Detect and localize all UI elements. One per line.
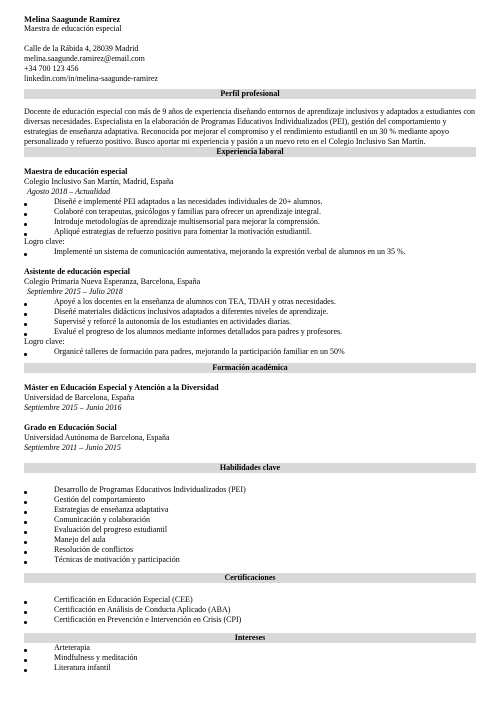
address: Calle de la Rábida 4, 28039 Madrid bbox=[24, 44, 139, 53]
bullet-icon bbox=[24, 213, 27, 216]
list-item: Evaluación del progreso estudiantil bbox=[24, 525, 476, 535]
education-dates: Septiembre 2015 – Junio 2016 bbox=[24, 403, 122, 412]
list-item: Evalué el progreso de los alumnos mediante informes detallados para padres y profesores. bbox=[24, 327, 476, 337]
job-title: Asistente de educación especial bbox=[24, 267, 130, 276]
list-item: Introduje metodologías de aprendizaje multisensorial para mejorar la comprensión. bbox=[24, 217, 476, 227]
bullet-icon bbox=[24, 561, 27, 564]
bullet-icon bbox=[24, 649, 27, 652]
job-entry bbox=[24, 167, 476, 257]
bullet-icon bbox=[24, 531, 27, 534]
list-item: Diseñé e implementé PEI adaptados a las necesidades individuales de 20+ alumnos. bbox=[24, 197, 476, 207]
bullet-icon bbox=[24, 541, 27, 544]
achievement-label: Logro clave: bbox=[24, 337, 65, 346]
list-item: Arteterapia bbox=[24, 643, 476, 653]
bullet-icon bbox=[24, 621, 27, 624]
skills-list bbox=[24, 485, 476, 565]
bullet-icon bbox=[24, 501, 27, 504]
list-item: Apliqué estrategias de refuerzo positivo para fomentar la motivación estudiantil. bbox=[24, 227, 476, 237]
school: Universidad de Barcelona, España bbox=[24, 393, 135, 402]
list-item: Certificación en Análisis de Conducta Aplicado (ABA) bbox=[24, 605, 476, 615]
list-item: Supervisé y reforcé la autonomía de los estudiantes en actividades diarias. bbox=[24, 317, 476, 327]
bullet-icon bbox=[24, 353, 27, 356]
school: Universidad Autónoma de Barcelona, España bbox=[24, 433, 170, 442]
linkedin: linkedin.com/in/melina-saagunde-ramirez bbox=[24, 74, 158, 83]
bullet-icon bbox=[24, 323, 27, 326]
job-dates: Septiembre 2015 – Julio 2018 bbox=[27, 287, 123, 296]
bullet-icon bbox=[24, 203, 27, 206]
interests-list bbox=[24, 643, 476, 673]
section-header-skills: Habilidades clave bbox=[24, 463, 476, 473]
job-org: Colegio Primaria Nueva Esperanza, Barcelona, España bbox=[24, 277, 201, 286]
list-item: Desarrollo de Programas Educativos Individualizados (PEI) bbox=[24, 485, 476, 495]
list-item: Estrategias de enseñanza adaptativa bbox=[24, 505, 476, 515]
list-item: Colaboré con terapeutas, psicólogos y familias para ofrecer un aprendizaje integral. bbox=[24, 207, 476, 217]
bullet-icon bbox=[24, 551, 27, 554]
bullet-icon bbox=[24, 313, 27, 316]
bullet-icon bbox=[24, 521, 27, 524]
job-bullets bbox=[24, 197, 476, 237]
bullet-icon bbox=[24, 303, 27, 306]
list-item: Apoyé a los docentes en la enseñanza de alumnos con TEA, TDAH y otras necesidades. bbox=[24, 297, 476, 307]
bullet-icon bbox=[24, 491, 27, 494]
section-header-profile: Perfil profesional bbox=[24, 89, 476, 99]
education-entry bbox=[24, 383, 476, 413]
job-org: Colegio Inclusivo San Martín, Madrid, España bbox=[24, 177, 174, 186]
achievement-item: Implementé un sistema de comunicación aumentativa, mejorando la expresión verbal de alumnos en un 35 %. bbox=[24, 247, 476, 257]
achievement-item: Organicé talleres de formación para padres, mejorando la participación familiar en un 50% bbox=[24, 347, 476, 357]
degree: Máster en Educación Especial y Atención a la Diversidad bbox=[24, 383, 219, 392]
certifications-list bbox=[24, 595, 476, 625]
job-title: Maestra de educación especial bbox=[24, 167, 128, 176]
bullet-icon bbox=[24, 333, 27, 336]
education-entry bbox=[24, 423, 476, 453]
bullet-icon bbox=[24, 233, 27, 236]
job-bullets bbox=[24, 297, 476, 337]
achievement-label: Logro clave: bbox=[24, 237, 65, 246]
section-header-interests: Intereses bbox=[24, 633, 476, 643]
degree: Grado en Educación Social bbox=[24, 423, 117, 432]
bullet-icon bbox=[24, 659, 27, 662]
bullet-icon bbox=[24, 511, 27, 514]
list-item: Certificación en Educación Especial (CEE) bbox=[24, 595, 476, 605]
list-item: Comunicación y colaboración bbox=[24, 515, 476, 525]
section-header-education: Formación académica bbox=[24, 363, 476, 373]
list-item: Técnicas de motivación y participación bbox=[24, 555, 476, 565]
list-item: Literatura infantil bbox=[24, 663, 476, 673]
section-header-experience: Experiencia laboral bbox=[24, 147, 476, 157]
candidate-title: Maestra de educación especial bbox=[24, 24, 122, 33]
bullet-icon bbox=[24, 253, 27, 256]
job-dates: Agosto 2018 – Actualidad bbox=[27, 187, 111, 196]
email: melina.saagunde.ramirez@email.com bbox=[24, 54, 145, 63]
bullet-icon bbox=[24, 601, 27, 604]
bullet-icon bbox=[24, 669, 27, 672]
phone: +34 700 123 456 bbox=[24, 64, 79, 73]
list-item: Diseñé materiales didácticos inclusivos adaptados a diferentes niveles de aprendizaje. bbox=[24, 307, 476, 317]
header bbox=[24, 14, 476, 84]
list-item: Mindfulness y meditación bbox=[24, 653, 476, 663]
bullet-icon bbox=[24, 223, 27, 226]
education-dates: Septiembre 2011 – Junio 2015 bbox=[24, 443, 121, 452]
list-item: Gestión del comportamiento bbox=[24, 495, 476, 505]
list-item: Certificación en Prevención e Intervención en Crisis (CPI) bbox=[24, 615, 476, 625]
job-entry bbox=[24, 267, 476, 357]
candidate-name: Melina Saagunde Ramírez bbox=[24, 14, 121, 24]
list-item: Manejo del aula bbox=[24, 535, 476, 545]
section-header-certifications: Certificaciones bbox=[24, 573, 476, 583]
bullet-icon bbox=[24, 611, 27, 614]
list-item: Resolución de conflictos bbox=[24, 545, 476, 555]
profile-text: Docente de educación especial con más de 9 años de experiencia diseñando entornos de aprendizaje inclusivos y adaptados a estudiantes con diversas necesidades. Especialista en la elaboración de Programas Educativos Individualizados (PEI), gestión del comportamiento y estrategias de enseñanza adaptativa. Reconocida por mejorar el compromiso y el rendimiento estudiantil en un 30 % mediante apoyo personalizado y refuerzo positivo. Busco aportar mi experiencia y pasión a un nuevo reto en el Colegio Inclusivo San Martín. bbox=[24, 107, 475, 146]
